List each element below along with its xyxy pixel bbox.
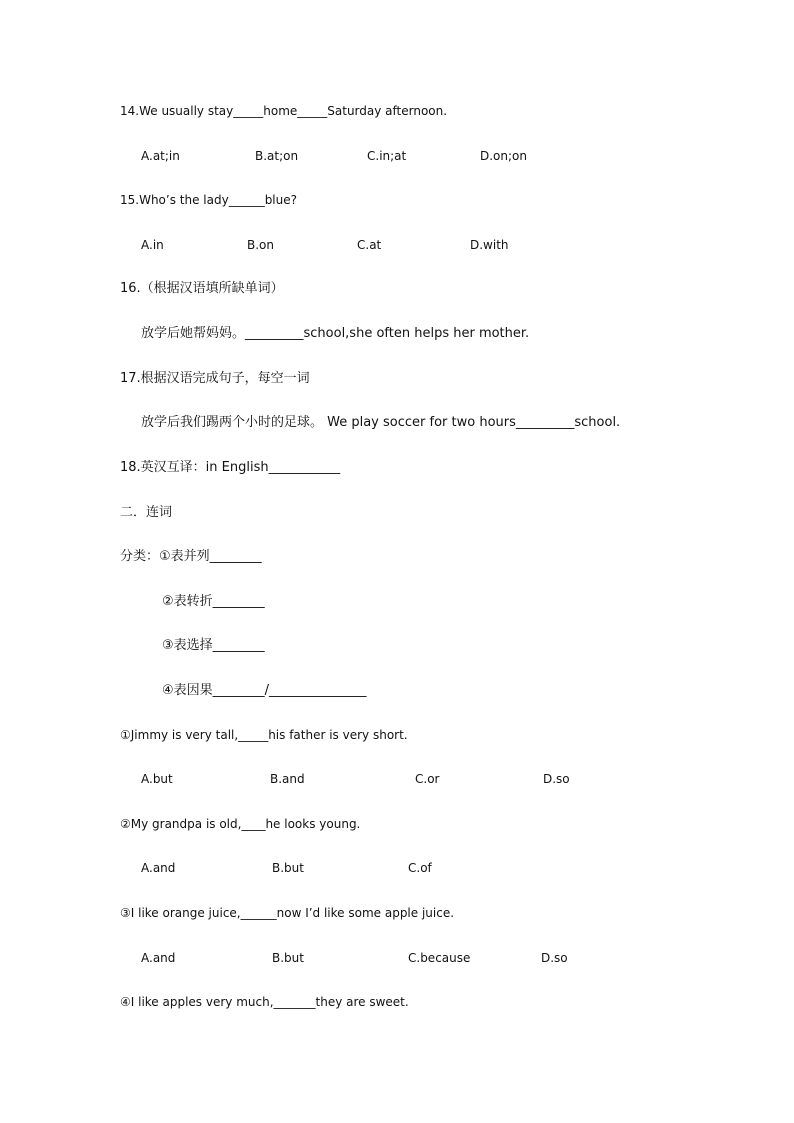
conj-question-3-option-c: C.because bbox=[408, 951, 471, 965]
conj-question-1-option-b: B.and bbox=[270, 772, 305, 786]
conj-question-2-stem: ②My grandpa is old,____he looks young. bbox=[120, 817, 361, 831]
question-15-option-d: D.with bbox=[470, 238, 509, 252]
conj-question-4-stem: ④I like apples very much,_______they are sweet. bbox=[120, 995, 409, 1009]
question-15-option-a: A.in bbox=[141, 238, 164, 252]
conj-question-3-option-b: B.but bbox=[272, 951, 304, 965]
classify-cause-effect: ④表因果________/_______________ bbox=[162, 683, 367, 698]
question-17-content: 放学后我们踢两个小时的足球。 We play soccer for two hours_________school. bbox=[141, 415, 621, 430]
question-15-stem: 15.Who’s the lady______blue? bbox=[120, 193, 297, 207]
question-17-stem: 17.根据汉语完成句子，每空一词 bbox=[120, 371, 310, 386]
question-14-option-b: B.at;on bbox=[255, 149, 299, 163]
conj-question-1-option-c: C.or bbox=[415, 772, 440, 786]
question-15-option-c: C.at bbox=[357, 238, 382, 252]
classify-contrast: ②表转折________ bbox=[162, 594, 265, 609]
conj-question-1-stem: ①Jimmy is very tall,_____his father is very short. bbox=[120, 728, 408, 742]
conj-question-1-option-d: D.so bbox=[543, 772, 570, 786]
question-14-option-a: A.at;in bbox=[141, 149, 180, 163]
conj-question-2-option-c: C.of bbox=[408, 861, 432, 875]
classify-coordinate: 分类：①表并列________ bbox=[120, 549, 262, 564]
section-2-title: 二．连词 bbox=[120, 505, 173, 520]
question-14-option-c: C.in;at bbox=[367, 149, 407, 163]
question-15-option-b: B.on bbox=[247, 238, 274, 252]
conj-question-3-stem: ③I like orange juice,______now I’d like some apple juice. bbox=[120, 906, 455, 920]
question-16-stem: 16.（根据汉语填所缺单词） bbox=[120, 281, 284, 296]
conj-question-2-option-b: B.but bbox=[272, 861, 304, 875]
question-14-stem: 14.We usually stay_____home_____Saturday afternoon. bbox=[120, 104, 448, 118]
question-16-content: 放学后她帮妈妈。_________school,she often helps her mother. bbox=[141, 326, 530, 341]
conj-question-2-option-a: A.and bbox=[141, 861, 176, 875]
classify-choice: ③表选择________ bbox=[162, 638, 265, 653]
conj-question-3-option-d: D.so bbox=[541, 951, 568, 965]
conj-question-3-option-a: A.and bbox=[141, 951, 176, 965]
question-18-stem: 18.英汉互译：in English___________ bbox=[120, 460, 341, 475]
question-14-option-d: D.on;on bbox=[480, 149, 527, 163]
conj-question-1-option-a: A.but bbox=[141, 772, 173, 786]
